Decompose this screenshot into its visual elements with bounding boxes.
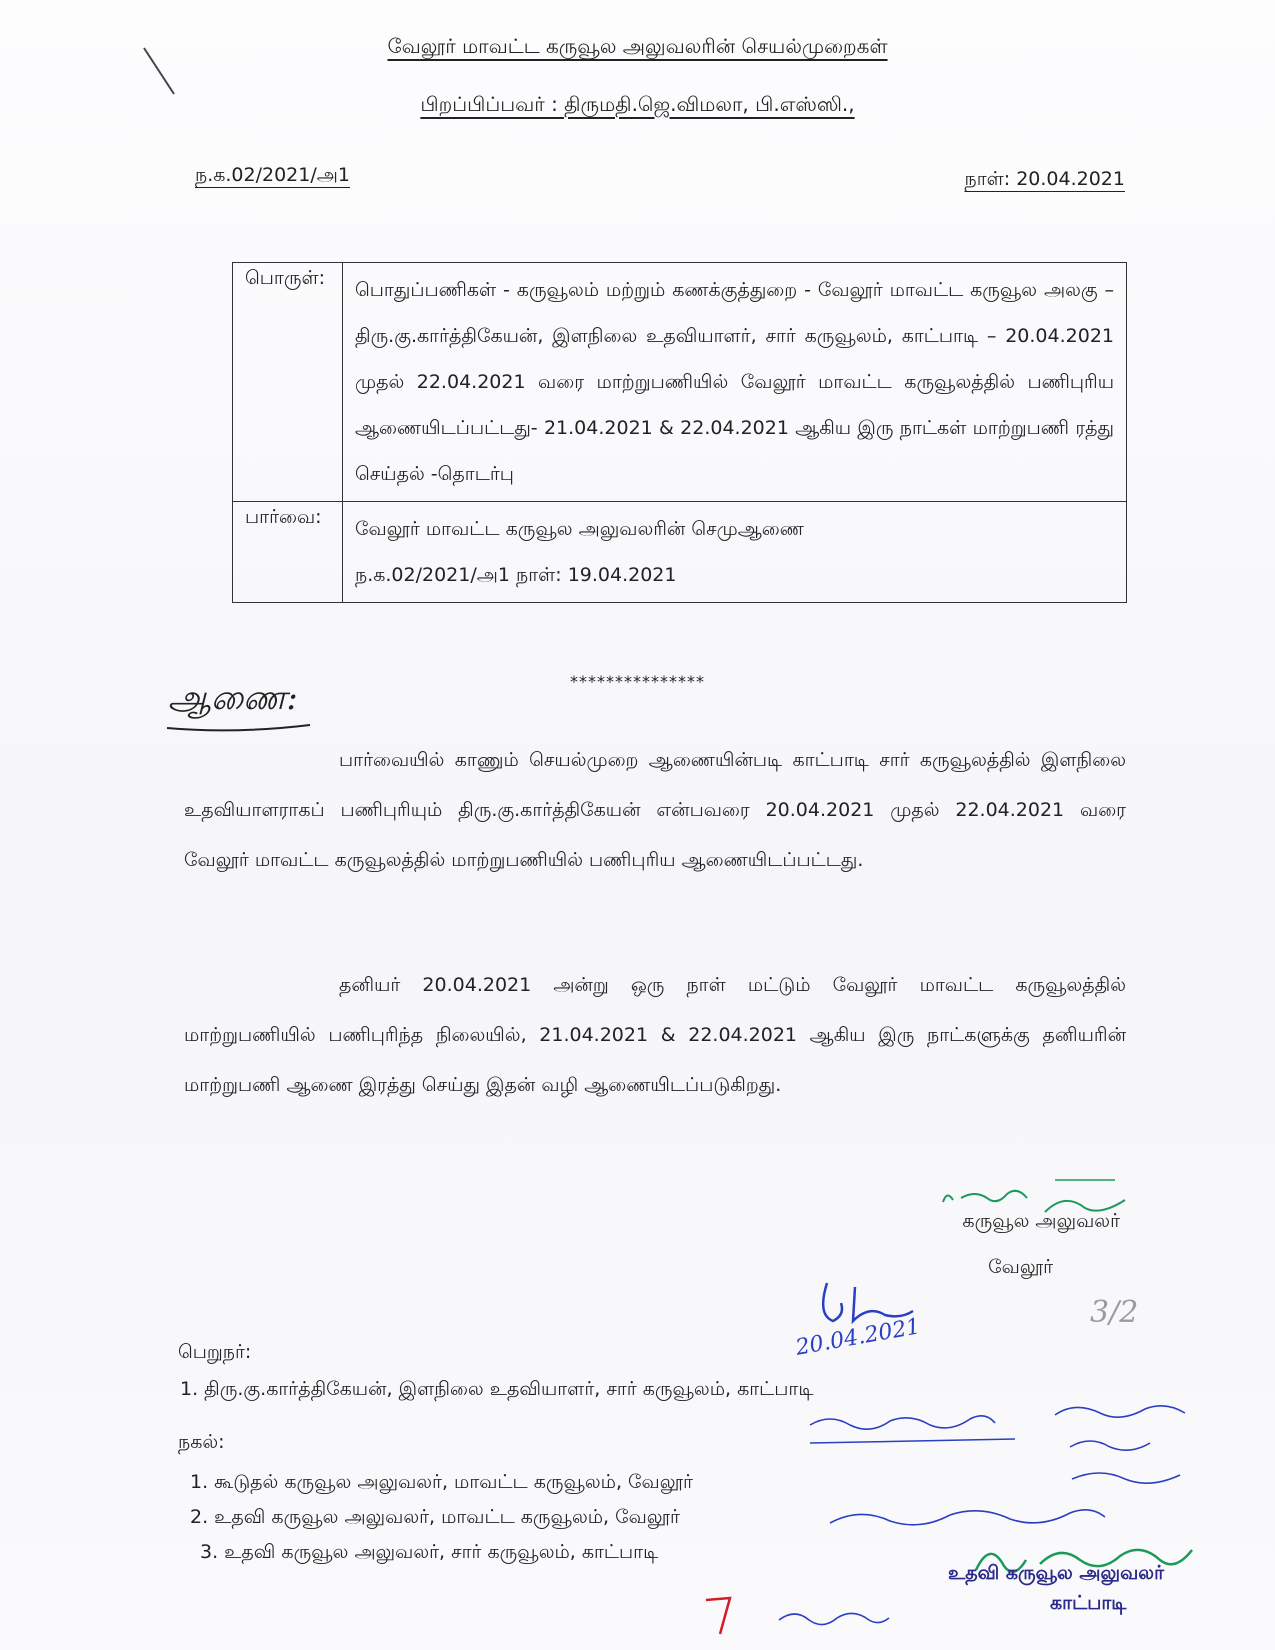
paragraph-2	[184, 960, 1126, 1110]
signature-place: வேலூர்	[988, 1256, 1053, 1278]
recipients-label: பெறுநர்:	[178, 1341, 252, 1363]
copy-item-2: 2. உதவி கருவூல அலுவலர், மாவட்ட கருவூலம், வேலூர்	[190, 1506, 680, 1528]
paragraph-1-text: பார்வையில் காணும் செயல்முறை ஆணையின்படி காட்பாடி சார் கருவூலத்தில் இளநிலை உதவியாளராகப் பணிபுரியும் திரு.கு.கார்த்திகேயன் என்பவரை 20.04.2021 முதல் 22.04.2021 வரை வேலூர் மாவட்ட கருவூலத்தில் மாற்றுபணியில் பணிபுரிய ஆணையிடப்பட்டது.	[184, 749, 1126, 871]
paragraph-1	[184, 735, 1126, 885]
reference-number: ந.க.02/2021/அ1	[195, 164, 350, 186]
document-date: நாள்: 20.04.2021	[964, 168, 1125, 190]
handwritten-date: 20.04.2021	[793, 1314, 923, 1361]
signature-designation: கருவூல அலுவலர்	[962, 1210, 1120, 1232]
copy-item-1: 1. கூடுதல் கருவூல அலுவலர், மாவட்ட கருவூலம், வேலூர்	[190, 1471, 693, 1493]
subject-table	[232, 262, 1127, 603]
paragraph-2-text: தனியர் 20.04.2021 அன்று ஒரு நாள் மட்டும் வேலூர் மாவட்ட கருவூலத்தில் மாற்றுபணியில் பணிபுரிந்த நிலையில், 21.04.2021 & 22.04.2021 ஆகிய இரு நாட்களுக்கு தனியரின் மாற்றுபணி ஆணை இரத்து செய்து இதன் வழி ஆணையிடப்படுகிறது.	[184, 974, 1126, 1096]
subject-label: பொருள்:	[233, 263, 343, 502]
copies-label: நகல்:	[178, 1431, 225, 1453]
handwritten-notes	[800, 1395, 1220, 1545]
issuer-line: பிறப்பிப்பவர் : திருமதி.ஜெ.விமலா, பி.எஸ்ஸி.,	[420, 92, 855, 116]
document-title: வேலூர் மாவட்ட கருவூல அலுவலரின் செயல்முறைகள்	[387, 34, 888, 58]
stamp-line-1: உதவி கருவூல அலுவலர்	[948, 1562, 1164, 1584]
reference-line-1: வேலூர் மாவட்ட கருவூல அலுவலரின் செமுஆணை	[355, 518, 804, 540]
bottom-scribble	[775, 1600, 895, 1636]
reference-label: பார்வை:	[233, 502, 343, 603]
order-heading: ஆணை:	[168, 678, 298, 718]
page-mark: 3/2	[1090, 1295, 1139, 1330]
separator-stars: ***************	[570, 672, 705, 691]
subject-text: பொதுப்பணிகள் - கருவூலம் மற்றும் கணக்குத்துறை - வேலூர் மாவட்ட கருவூல அலகு – திரு.கு.கார்த்திகேயன், இளநிலை உதவியாளர், சார் கருவூலம், காட்பாடி – 20.04.2021 முதல் 22.04.2021 வரை மாற்றுபணியில் வேலூர் மாவட்ட கருவூலத்தில் பணிபுரிய ஆணையிடப்பட்டது- 21.04.2021 & 22.04.2021 ஆகிய இரு நாட்கள் மாற்றுபணி ரத்து செய்தல் -தொடர்பு	[355, 279, 1114, 485]
red-mark	[700, 1590, 740, 1640]
recipient-item: 1. திரு.கு.கார்த்திகேயன், இளநிலை உதவியாளர், சார் கருவூலம், காட்பாடி	[180, 1378, 814, 1400]
order-heading-underline	[165, 722, 315, 734]
copy-item-3: 3. உதவி கருவூல அலுவலர், சார் கருவூலம், காட்பாடி	[200, 1541, 659, 1563]
stamp-line-2: காட்பாடி	[1050, 1592, 1127, 1614]
reference-line-2: ந.க.02/2021/அ1 நாள்: 19.04.2021	[355, 564, 677, 586]
